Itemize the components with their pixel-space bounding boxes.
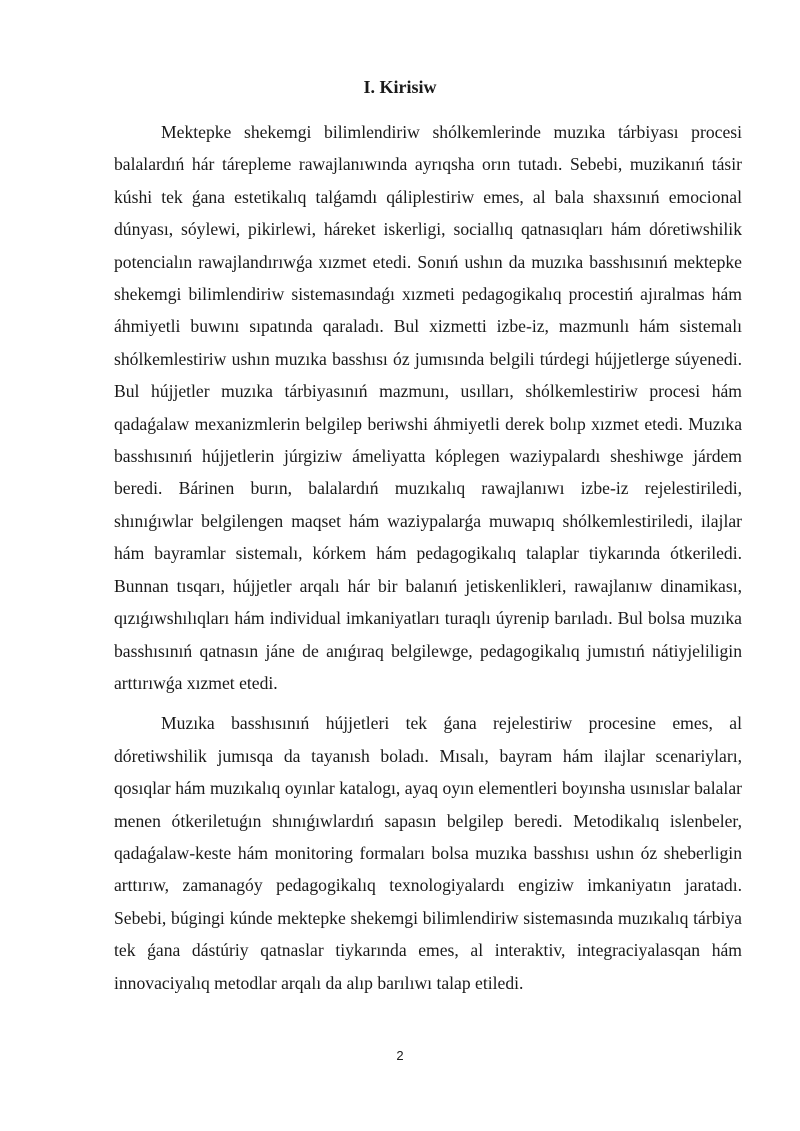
body-text [114,116,742,999]
paragraph-2: Muzıka basshısınıń hújjetleri tek ǵana rejelestiriw procesine emes, al dóretiwshilik jumısqa da tayanısh boladı. Mısalı, bayram hám ilajlar scenariyları, qosıqlar hám muzıkalıq oyınlar katalogı, ayaq oyın elementleri boyınsha usınıslar balalar menen ótkeriletuǵın shınıǵıwlardıń sapasın belgilep beredi. Metodikalıq islenbeler, qadaǵalaw-keste hám monitoring formaları bolsa muzıka basshısı ushın óz sheberligin arttırıw, zamanagóy pedagogikalıq texnologiyalardı engiziw imkaniyatın jaratadı. Sebebi, búgingi kúnde mektepke shekemgi bilimlendiriw sistemasında muzıkalıq tárbiya tek ǵana dástúriy qatnaslar tiykarında emes, al interaktiv, integraciyalasqan hám innovaciyalıq metodlar arqalı da alıp barılıwı talap etiledi. [114,713,742,993]
section-heading: I. Kirisiw [363,77,437,97]
page-number: 2 [396,1048,404,1063]
paragraph-1: Mektepke shekemgi bilimlendiriw shólkemlerinde muzıka tárbiyası procesi balalardıń hár tárepleme rawajlanıwında ayrıqsha orın tutadı. Sebebi, muzikanıń tásir kúshi tek ǵana estetikalıq talǵamdı qáliplestiriw emes, al bala shaxsınıń emocional dúnyası, sóylewi, pikirlewi, háreket iskerligi, sociallıq qatnasıqları hám dóretiwshilik potencialın rawajlandırıwǵa xızmet etedi. Sonıń ushın da muzıka basshısınıń mektepke shekemgi bilimlendiriw sistemasındaǵı xızmeti pedagogikalıq procestiń ajıralmas hám áhmiyetli buwını sıpatında qaraladı. Bul xizmetti izbe-iz, mazmunlı hám sistemalı shólkemlestiriw ushın muzıka basshısı óz jumısında belgili túrdegi hújjetlerge súyenedi. Bul hújjetler muzıka tárbiyasınıń mazmunı, usılları, shólkemlestiriw procesi hám qadaǵalaw mexanizmlerin belgilep beriwshi áhmiyetli derek bolıp xızmet etedi. Muzıka basshısınıń hújjetlerin júrgiziw ámeliyatta kóplegen waziypalardı sheshiwge járdem beredi. Bárinen burın, balalardıń muzıkalıq rawajlanıwı izbe-iz rejelestiriledi, shınıǵıwlar belgilengen maqset hám waziypalarǵa muwapıq shólkemlestiriledi, ilajlar hám bayramlar sistemalı, kórkem hám pedagogikalıq talaplar tiykarında ótkeriledi. Bunnan tısqarı, hújjetler arqalı hár bir balanıń jetiskenlikleri, rawajlanıw dinamikası, qızıǵıwshılıqları hám individual imkaniyatları turaqlı úyrenip barıladı. Bul bolsa muzıka basshısınıń qatnasın jáne de anıǵıraq belgilewge, pedagogikalıq jumıstıń nátiyjeliligin arttırıwǵa xızmet etedi. [114,122,742,693]
